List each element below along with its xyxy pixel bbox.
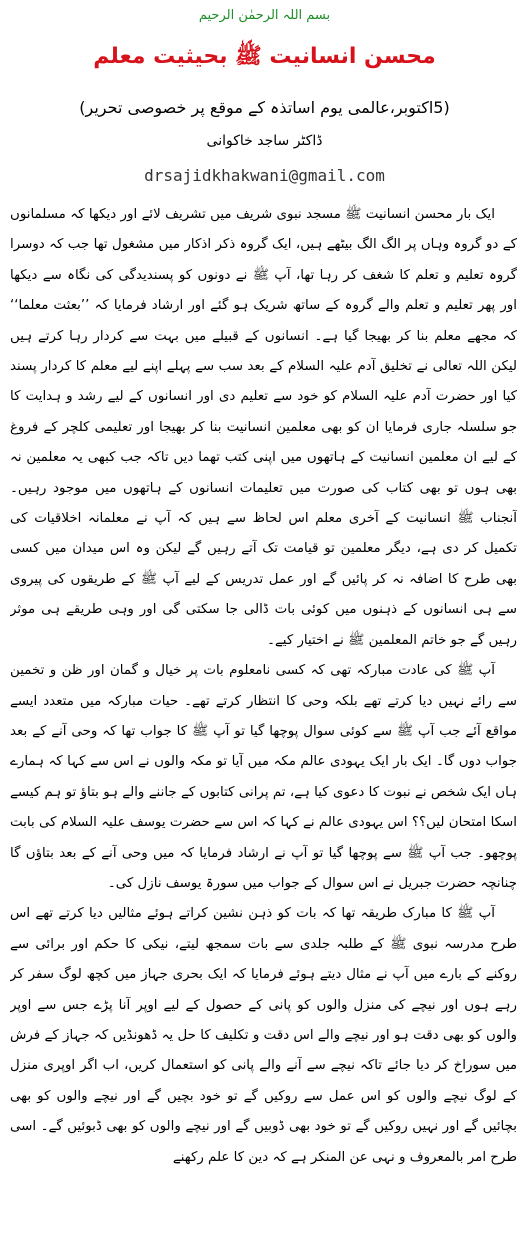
- paragraph-3: آپ ﷺ کا مبارک طریقہ تھا کہ بات کو ذہن نشین کراتے ہوئے مثالیں دیا کرتے تھے اس طرح مدرسہ نبوی ﷺ کے طلبہ جلدی سے بات سمجھ لیتے، نیکی کا حکم اور برائی سے روکنے کے بارے میں آپ نے مثال دیتے ہوئے فرمایا کہ ایک بحری جہاز میں کچھ لوگ سفر کر رہے ہوں اور نیچے کی منزل والوں کو پانی کے حصول کے لیے اوپر آنا پڑے جس سے اوپر والوں کو بھی دقت ہو اور نیچے والے اس دقت و تکلیف کا حل یہ ڈھونڈیں کہ جہاز کے فرش میں سوراخ کر دیا جائے تاکہ نیچے سے آنے والے پانی کو استعمال کریں، اب اگر اوپری منزل کے لوگ نیچے والوں کو اس عمل سے روکیں گے تو خود بچیں گے اور نیچے والوں کو بھی بچائیں گے اور نہیں روکیں گے تو خود بھی ڈوبیں گے اور نیچے والوں کو بھی ڈبوئیں گے۔ اسی طرح امر بالمعروف و نہی عن المنکر ہے کہ دین کا علم رکھنے: [10, 906, 517, 1165]
- article-body: [10, 200, 517, 1250]
- paragraph-1: ایک بار محسن انسانیت ﷺ مسجد نبوی شریف میں تشریف لائے اور دیکھا کہ مسلمانوں کے دو گروہ وہاں پر الگ الگ بیٹھے ہیں، ایک گروہ ذکر اذکار میں مشغول تھا جب کہ دوسرا گروہ تعلیم و تعلم کا شغف کر رہا تھا، آپ ﷺ نے دونوں کو پسندیدگی کی نگاہ سے دیکھا اور پھر تعلیم و تعلم والے گروہ کے ساتھ شریک ہو گئے اور ارشاد فرمایا کہ ’’بعثت معلما‘‘ کہ مجھے معلم بنا کر بھیجا گیا ہے۔ انسانوں کے قبیلے میں بہت سے کردار رہا کرتے ہیں لیکن اللہ تعالی نے تخلیق آدم علیہ السلام کے بعد سب سے پہلے اپنے لیے معلم کا کردار پسند کیا اور حضرت آدم علیہ السلام کو خود سے تعلیم دی اور انسانوں کے لیے رشد و ہدایت کا جو سلسلہ جاری فرمایا ان کو بھی معلمین انسانیت بنا کر بھیجا اور تعلیمی کلچر کے فروغ کے لیے ان معلمین انسانیت کے ہاتھوں میں اپنی کتب تھما دیں تاکہ جب کبھی یہ معلمین نہ بھی ہوں تو بھی کتاب کی صورت میں تعلیمات انسانوں کے ہاتھوں میں موجود رہیں۔ آنجناب ﷺ انسانیت کے آخری معلم اس لحاظ سے ہیں کہ آپ نے معلمانہ اخلاقیات کی تکمیل کر دی ہے، دیگر معلمین تو قیامت تک آتے رہیں گے لیکن وہ اس میدان میں کسی بھی طرح کا اضافہ نہ کر پائیں گے اور عمل تدریس کے لیے آپ ﷺ کے طریقوں کی پیروی سے ہی انسانوں کے ذہنوں میں کوئی بات ڈالی جا سکتی گی اور وہی طریقے ہی موثر رہیں گے جو خاتم المعلمین ﷺ نے اختیار کیے۔: [10, 207, 517, 648]
- author-name: ڈاکٹر ساجد خاکوانی: [206, 133, 323, 149]
- article-subtitle: (5اکتوبر،عالمی یوم اساتذہ کے موقع پر خصوصی تحریر): [79, 98, 450, 117]
- article-title: محسن انسانیت ﷺ بحیثیت معلم: [93, 44, 436, 69]
- author-email: drsajidkhakwani@gmail.com: [144, 166, 385, 185]
- bismillah-heading: بسم اللہ الرحمٰن الرحیم: [198, 8, 331, 23]
- paragraph-2: آپ ﷺ کی عادت مبارکہ تھی کہ کسی نامعلوم بات پر خیال و گمان اور ظن و تخمین سے رائے نہیں دیا کرتے تھے بلکہ وحی کا انتظار کرتے تھے۔ حیات مبارکہ میں متعدد ایسے مواقع آئے جب آپ ﷺ سے کوئی سوال پوچھا گیا تو آپ ﷺ کا جواب تھا کہ وحی آنے کے بعد جواب دوں گا۔ ایک بار ایک یہودی عالم مکہ میں آیا تو مکہ والوں نے اس سے کہا کہ ہمارے ہاں ایک شخص نے نبوت کا دعوی کیا ہے، تم پرانی کتابوں کے جاننے والے ہو بتاؤ تو ہم کیسے اسکا امتحان لیں؟؟ اس یہودی عالم نے کہا کہ اس سے حضرت یوسف علیہ السلام کی بابت پوچھو۔ جب آپ ﷺ سے پوچھا گیا تو آپ نے ارشاد فرمایا کہ میں وحی آنے کے بعد بتاؤں گا چنانچہ حضرت جبریل نے اس سوال کے جواب میں سورۃ یوسف نازل کی۔: [10, 663, 517, 891]
